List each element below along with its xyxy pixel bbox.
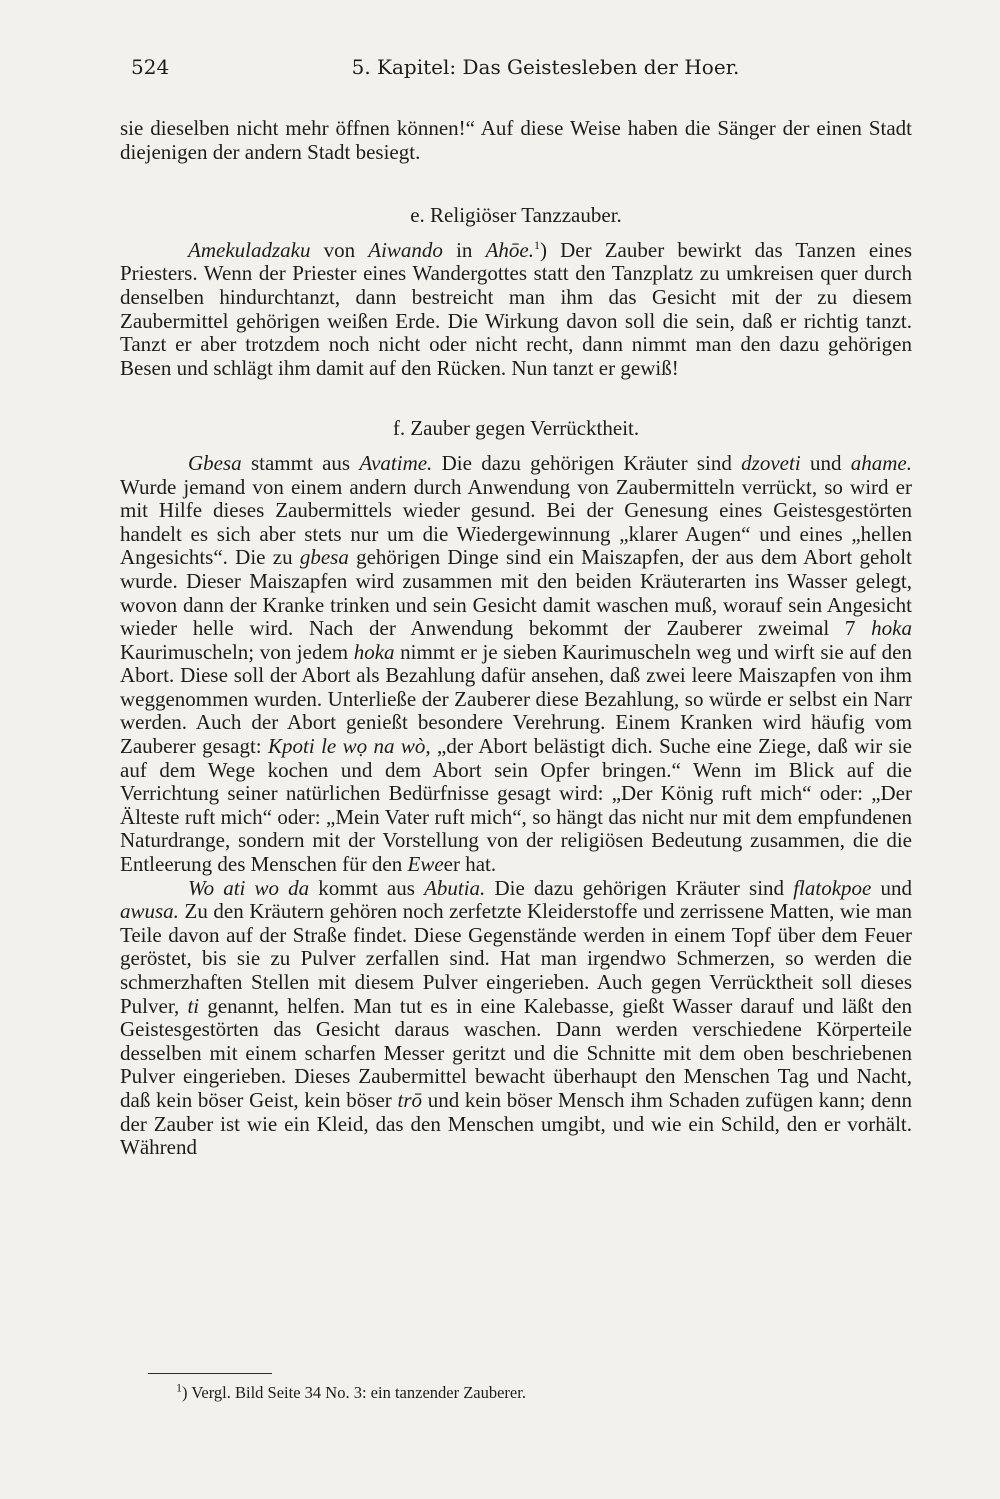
text-run: „der Abort belästigt dich. Suche eine Ziege, daß wir sie auf dem Wege kochen und dem Abort sein Opfer bringen.“ Wenn im Blick auf die Verrichtung seiner natürlichen Bedürfnisse gesagt wird: „Der König ruft mich“ oder: „Der Älteste ruft mich“ oder: „Mein Vater ruft mich“, so hängt das nicht nur mit dem empfundenen Naturdrange, sondern mit der Vorstellung von der religiösen Bedeutung zusammen, die die Entleerung des Menschen für den	[120, 734, 912, 877]
term: flatokpoe	[793, 875, 872, 900]
text-run: von	[310, 237, 369, 262]
term: Wo ati wo da	[188, 875, 310, 900]
text-run: genannt, helfen. Man tut es in eine Kalebasse, gießt Wasser darauf und läßt den Geistesgestörten das Gesicht daraus waschen. Dann werden verschiedene Körperteile desselben mit einem scharfen Messer geritzt und die Schnitte mit dem oben beschriebenen Pulver eingerieben. Dieses Zaubermittel bewacht überhaupt den Menschen Tag und Nacht, daß kein böser Geist, kein böser	[120, 993, 912, 1112]
term: dzoveti	[741, 450, 801, 475]
paragraph-gbesa	[120, 452, 912, 877]
text-run: er hat.	[443, 852, 497, 877]
section-heading-f: f. Zauber gegen Verrücktheit.	[392, 416, 640, 441]
term: ti	[187, 993, 200, 1018]
footnote-marker: 1	[176, 1380, 182, 1395]
term: awusa.	[120, 899, 179, 924]
footnote-divider	[148, 1373, 272, 1374]
paragraph-tanzzauber	[120, 239, 912, 381]
term: ahame.	[850, 450, 913, 475]
footnote	[176, 1380, 526, 1403]
term: Ewe	[407, 852, 444, 877]
text-run: gehörigen Dinge sind ein Maiszapfen, der aus dem Abort geholt wurde. Dieser Maiszapfen wird zusammen mit den beiden Kräuterarten ins Wasser gelegt, wovon dann der Kranke trinken und sein Gesicht damit waschen muß, worauf sein Angesicht wieder helle wird. Nach der Anwendung bekommt der Zauberer zweimal 7	[120, 545, 912, 641]
text-run: Wurde jemand von einem andern durch Anwendung von Zaubermitteln verrückt, so wird er mit Hilfe dieses Zaubermittels wieder gesund. Bei der Genesung eines Geistesgestörten handelt es sich aber stets nur um die Wiedergewinnung „klarer Augen“ und eines „hellen Angesichts“. Die zu	[120, 474, 912, 570]
text-run: und kein böser Mensch ihm Schaden zufügen kann; denn der Zauber ist wie ein Kleid, das den Menschen umgibt, und wie ein Schild, den er vorhält. Während	[120, 1087, 912, 1160]
text-run: und	[871, 875, 912, 900]
text-run: Die dazu gehörigen Kräuter sind	[485, 875, 794, 900]
term: hoka	[353, 639, 395, 664]
term: Ahōe.	[485, 237, 534, 262]
text-run: in	[442, 237, 486, 262]
term: gbesa	[299, 545, 349, 570]
main-text	[120, 117, 912, 1160]
text-run: Die dazu gehörigen Kräuter sind	[432, 450, 742, 475]
text-run: und	[800, 450, 851, 475]
running-head: 5. Kapitel: Das Geistesleben der Hoer.	[351, 55, 740, 79]
term: Kpoti le wọ na wò,	[268, 734, 431, 759]
footnote-text: ) Vergl. Bild Seite 34 No. 3: ein tanzender Zauberer.	[182, 1383, 526, 1402]
section-heading-e: e. Religiöser Tanzzauber.	[410, 203, 622, 228]
term: Gbesa	[188, 450, 242, 475]
term: Amekuladzaku	[188, 237, 311, 262]
text-run: stammt aus	[241, 450, 360, 475]
term: Aiwando	[368, 237, 443, 262]
continuation-paragraph: sie dieselben nicht mehr öffnen können!“ Auf diese Weise haben die Sänger der einen Stadt diejenigen der andern Stadt besiegt.	[120, 116, 912, 164]
text-run: nimmt er je sieben Kaurimuscheln weg und wirft sie auf den Abort. Diese soll der Abort als Bezahlung dafür ansehen, daß zwei leere Maiszapfen von ihm weggenommen wurden. Unterließe der Zauberer diese Bezahlung, so würde er selbst ein Narr werden. Auch der Abort genießt besondere Verehrung. Einem Kranken wird häufig vom Zauberer gesagt:	[120, 639, 912, 759]
page-header	[131, 55, 920, 89]
text-run: Kaurimuscheln; von jedem	[120, 639, 354, 664]
term: Avatime.	[359, 450, 433, 475]
footnote-ref: 1	[533, 237, 540, 252]
term: hoka	[871, 616, 912, 641]
term: Abutia.	[424, 875, 486, 900]
paragraph-wo-ati	[120, 877, 912, 1160]
text-run: kommt aus	[309, 875, 425, 900]
page-number: 524	[131, 55, 170, 79]
text-run: ) Der Zauber bewirkt das Tanzen eines Priesters. Wenn der Priester eines Wandergottes statt den Tanzplatz zu umkreisen quer durch denselben hindurchtanzt, dann bestreicht man ihm das Gesicht mit der zu diesem Zaubermittel gehörigen weißen Erde. Die Wirkung davon soll die sein, daß er richtig tanzt. Tanzt er aber trotzdem noch nicht oder nicht recht, dann nimmt man den dazu gehörigen Besen und schlägt ihm damit auf den Rücken. Nun tanzt er gewiß!	[120, 237, 913, 380]
text-run: Zu den Kräutern gehören noch zerfetzte Kleiderstoffe und zerrissene Matten, wie man Teile davon auf der Straße findet. Diese Gegenstände werden in einem Topf über dem Feuer geröstet, bis sie zu Pulver zerfallen sind. Hat man irgendwo Schmerzen, so werden die schmerzhaften Stellen mit diesem Pulver eingerieben. Auch gegen Verrücktheit soll dieses Pulver,	[120, 899, 912, 1018]
term: trō	[397, 1087, 422, 1112]
